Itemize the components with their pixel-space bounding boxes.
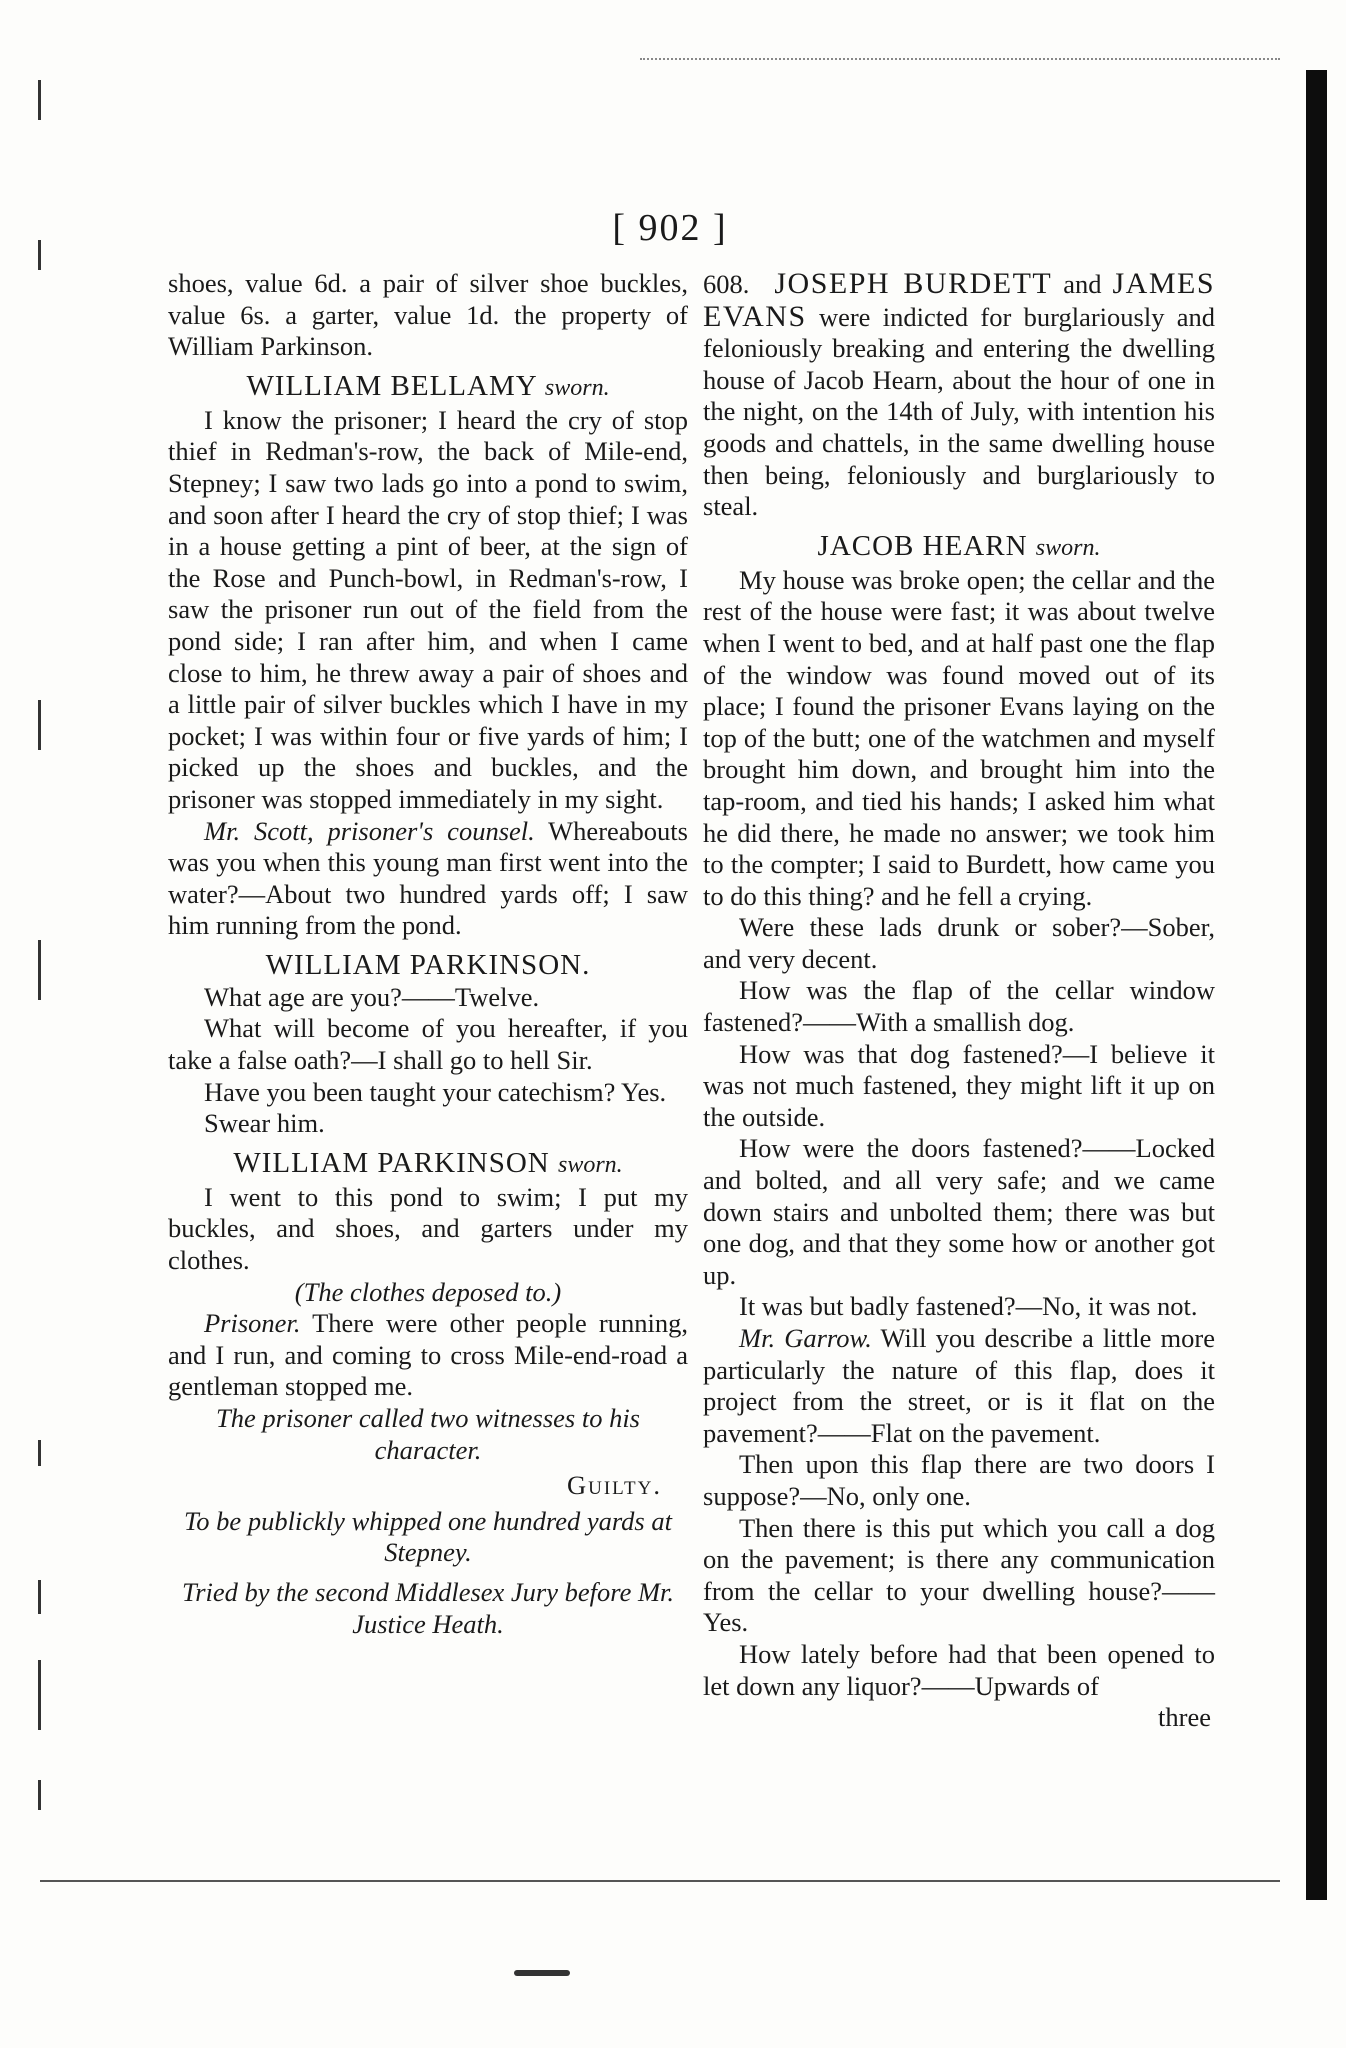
opening-fragment: shoes, value 6d. a pair of silver shoe buckles, value 6s. a garter, value 1d. the property of William Parkinson. xyxy=(168,268,688,362)
question-flap: How was the flap of the cellar window fastened?——With a smallish dog. xyxy=(703,975,1215,1038)
top-margin-specks xyxy=(640,58,1280,66)
question-doors: How were the doors fastened?——Locked and bolted, and all very safe; and we came down stairs and unbolted them; there was but one dog, and that they some how or another got up. xyxy=(703,1133,1215,1290)
witnesses-note: The prisoner called two witnesses to his character. xyxy=(216,1403,640,1465)
defendant-burdett: JOSEPH BURDETT xyxy=(774,267,1053,300)
sworn-label: sworn. xyxy=(1035,534,1101,561)
question-age: What age are you?——Twelve. xyxy=(204,981,540,1012)
question-catechism: Have you been taught your catechism? Yes. xyxy=(204,1076,667,1107)
left-column xyxy=(168,268,688,1640)
catchword: three xyxy=(1158,1702,1211,1733)
left-binding-marks xyxy=(34,60,48,1910)
verdict: Guilty. xyxy=(567,1470,662,1501)
right-column xyxy=(703,268,1215,1734)
prisoner-label: Prisoner. xyxy=(204,1308,301,1339)
tried-by: Tried by the second Middlesex Jury before Mr. Justice Heath. xyxy=(181,1576,675,1639)
hearn-testimony: My house was broke open; the cellar and the rest of the house were fast; it was about twelve when I went to bed, and at half past one the flap of the window was found moved out of its place; I found the prisoner Evans laying on the top of the butt; one of the watchmen and myself brought him down, and brought him into the tap-room, and tied his hands; I asked him what he did there, he made no answer; we took him to the compter; I said to Burdett, how came you to do this thing? and he fell a crying. xyxy=(703,564,1215,911)
garrow-examination xyxy=(703,1323,1215,1449)
prisoner-text: There were other people running, and I run, and coming to cross Mile-end-road a gentleman stopped me. xyxy=(168,1308,688,1402)
parkinson-sworn-name: WILLIAM PARKINSON xyxy=(233,1146,550,1179)
bellamy-name: WILLIAM BELLAMY xyxy=(246,369,537,402)
bottom-ink-blot xyxy=(514,1970,570,1976)
question-badly: It was but badly fastened?—No, it was not. xyxy=(739,1291,1198,1322)
question-dog: How was that dog fastened?—I believe it was not much fastened, they might lift it up on the outside. xyxy=(703,1038,1215,1132)
scott-examination xyxy=(168,816,688,942)
question-two-doors: Then upon this flap there are two doors I suppose?—No, only one. xyxy=(703,1449,1215,1511)
hearn-name: JACOB HEARN xyxy=(817,529,1028,562)
clothes-deposed-note: (The clothes deposed to.) xyxy=(294,1276,562,1307)
and-word: and xyxy=(1063,269,1102,299)
sworn-label: sworn. xyxy=(544,374,610,401)
page-edge-shadow xyxy=(1306,70,1327,1900)
question-lately: How lately before had that been opened to let down any liquor?——Upwards of xyxy=(703,1638,1215,1701)
defendant-evans: JAMES EVANS xyxy=(703,267,1216,333)
question-oath: What will become of you hereafter, if you take a false oath?—I shall go to hell Sir. xyxy=(168,1013,688,1076)
page-number: [ 902 ] xyxy=(612,207,728,249)
case-caption xyxy=(703,268,1215,523)
swear-instruction: Swear him. xyxy=(204,1108,325,1139)
question-drunk: Were these lads drunk or sober?—Sober, and very decent. xyxy=(703,912,1215,974)
question-communication: Then there is this put which you call a dog on the pavement; is there any communication from the cellar to your dwelling house?——Yes. xyxy=(703,1512,1215,1638)
garrow-text: Will you describe a little more particularly the nature of this flap, does it project from the street, or is it flat on the pavement?——Flat on the pavement. xyxy=(703,1323,1215,1448)
parkinson-testimony: I went to this pond to swim; I put my buckles, and shoes, and garters under my clothes. xyxy=(168,1181,688,1276)
bellamy-heading xyxy=(168,369,688,405)
case-number: 608. xyxy=(703,269,750,299)
parkinson-sworn-heading xyxy=(168,1146,688,1182)
bellamy-testimony: I know the prisoner; I heard the cry of stop thief in Redman's-row, the back of Mile-end, Stepney; I saw two lads go into a pond to swim, and soon after I heard the cry of stop thief; I was in a house getting a pint of beer, at the sign of the Rose and Punch-bowl, in Redman's-row, I saw the prisoner run out of the field from the pond side; I ran after him, and when I came close to him, he threw away a pair of shoes and a little pair of silver buckles which I have in my pocket; I was within four or five yards of him; I picked up the shoes and buckles, and the prisoner was stopped immediately in my sight. xyxy=(168,404,688,814)
hearn-heading xyxy=(703,529,1215,565)
garrow-label: Mr. Garrow. xyxy=(739,1323,872,1353)
indictment-text: were indicted for burglariously and feloniously breaking and entering the dwelling house of Jacob Hearn, about the hour of one in the night, on the 14th of July, with intention his goods and chattels, in the same dwelling house then being, feloniously and burglariously to steal. xyxy=(703,301,1216,522)
scott-label: Mr. Scott, prisoner's counsel. xyxy=(204,815,535,846)
sworn-label: sworn. xyxy=(557,1151,623,1178)
sentence: To be publickly whipped one hundred yards at Stepney. xyxy=(184,1505,672,1568)
scott-text: Whereabouts was you when this young man first went into the water?—About two hundred yards off; I saw him running from the pond. xyxy=(168,815,688,941)
parkinson-heading: WILLIAM PARKINSON. xyxy=(265,948,591,981)
prisoner-defence xyxy=(168,1308,688,1403)
bottom-rule xyxy=(40,1880,1280,1882)
